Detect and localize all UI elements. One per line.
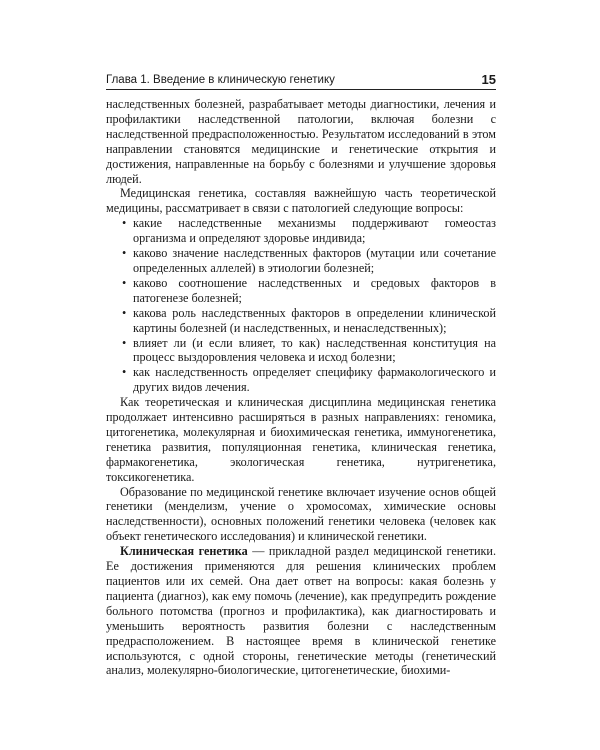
list-item: • каково значение наследственных факторов (мутации или сочетание определенных аллелей) в этиологии болезней; (122, 246, 496, 275)
paragraph-4: Образование по медицинской генетике включает изучение основ общей генетики (менделизм, учение о хромосомах, химические основы наследственности), основных положений генетики человека (человек как объект генетического исследования) и клинической генетики. (106, 484, 496, 544)
list-item: • влияет ли (и если влияет, то как) наследственная конституция на процесс выздоровления человека и исход болезни; (122, 335, 496, 365)
bullet-icon: • (122, 335, 127, 350)
running-header (106, 73, 496, 90)
page-number: 15 (481, 72, 496, 87)
list-item: • какие наследственные механизмы поддерживают гомеостаз организма и определяют здоровье индивида; (122, 216, 496, 246)
term-clinical-genetics: Клиническая генетика (120, 544, 248, 559)
bullet-icon: • (122, 365, 127, 380)
bullet-icon: • (122, 305, 127, 320)
bullet-icon: • (122, 216, 127, 231)
bullet-icon: • (122, 275, 127, 290)
paragraph-3: Как теоретическая и клиническая дисциплина медицинская генетика продолжает интенсивно расширяться в разных направлениях: геномика, цитогенетика, молекулярная и биохимическая генетика, иммуногенетика, генетика развития, популяционная генетика, клиническая генетика, фармакогенетика, экологическая генетика, нутригенетика, токсикогенетика. (106, 395, 496, 484)
bullet-icon: • (122, 246, 127, 261)
list-item: • как наследственность определяет специфику фармакологического и других видов лечения. (122, 365, 496, 395)
list-item: • каково соотношение наследственных и средовых факторов в патогенезе болезней; (122, 275, 496, 305)
bullet-list (106, 216, 496, 395)
paragraph-2: Медицинская генетика, составляя важнейшую часть теоретической медицины, рассматривает в связи с патологией следующие вопросы: (106, 186, 496, 216)
book-page (106, 73, 496, 678)
paragraph-1: наследственных болезней, разрабатывает методы диагностики, лечения и профилактики наследственной патологии, включая болезни с наследственной предрасположенностью. Результатом исследований в этом направлении становятся медицинские и генетические открытия и достижения, направленные на борьбу с болезнями и улучшение здоровья людей. (106, 97, 496, 186)
list-item: • какова роль наследственных факторов в определении клинической картины болезней (и наследственных, и ненаследственных); (122, 305, 496, 335)
paragraph-5-text: — прикладной раздел медицинской генетики. Ее достижения применяются для решения клинических проблем пациентов или их семей. Она дает ответ на вопросы: какая болезнь у пациента (диагноз), как ему помочь (лечение), как предупредить рождение больного потомства (прогноз и профилактика), как диагностировать и уменьшить вероятность развития болезни с наследственным предрасположением. В настоящее время в клинической генетике используются, с одной стороны, генетические методы (генетический анализ, молекулярно-биологические, цитогенетические, биохими- (106, 544, 497, 678)
chapter-title: Глава 1. Введение в клиническую генетику (106, 74, 335, 86)
paragraph-5 (106, 544, 496, 678)
